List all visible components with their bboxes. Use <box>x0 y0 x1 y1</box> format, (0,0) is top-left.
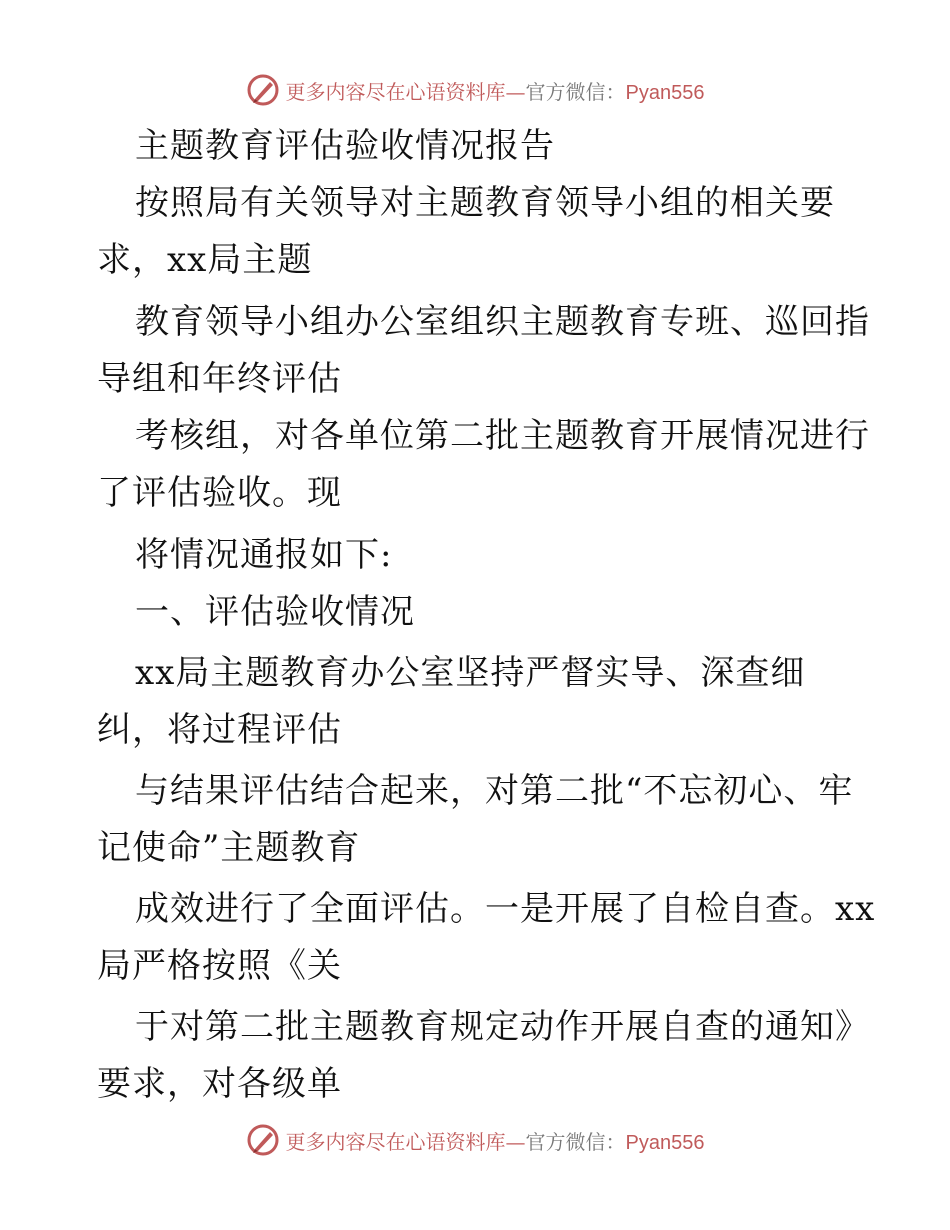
paragraph-line: 教育领导小组办公室组织主题教育专班、巡回指 <box>135 302 870 342</box>
paragraph-line: xx局主题教育办公室坚持严督实导、深查细 <box>135 653 806 693</box>
paragraph-line: 了评估验收。现 <box>97 473 342 513</box>
pen-circle-logo-icon <box>246 1123 280 1157</box>
banner-site-name: 更多内容尽在心语资料库 <box>285 1129 506 1154</box>
paragraph-line: 考核组，对各单位第二批主题教育开展情况进行 <box>135 416 870 456</box>
document-title: 主题教育评估验收情况报告 <box>135 126 555 166</box>
pen-circle-logo-icon <box>246 73 280 107</box>
paragraph-line: 纠，将过程评估 <box>97 710 342 750</box>
header-banner <box>0 70 950 110</box>
section-heading: 一、评估验收情况 <box>135 592 415 632</box>
paragraph-line: 求，xx局主题 <box>97 240 313 280</box>
paragraph-line: 与结果评估结合起来，对第二批“不忘初心、牢 <box>135 771 854 811</box>
paragraph-line: 成效进行了全面评估。一是开展了自检自查。xx <box>135 889 876 929</box>
banner-wechat-id: Pyan556 <box>625 81 705 104</box>
banner-site-name: 更多内容尽在心语资料库 <box>285 79 506 104</box>
banner-wechat-id: Pyan556 <box>625 1131 705 1154</box>
footer-banner <box>0 1120 950 1160</box>
banner-dash: — <box>505 1129 526 1154</box>
banner-dash: — <box>505 79 526 104</box>
banner-text <box>286 76 705 105</box>
paragraph-line: 局严格按照《关 <box>97 946 342 986</box>
paragraph-line: 要求，对各级单 <box>97 1064 342 1104</box>
paragraph-line: 将情况通报如下: <box>135 535 393 575</box>
banner-text <box>286 1126 705 1155</box>
banner-wechat-label: 官方微信： <box>525 79 626 104</box>
paragraph-line: 记使命”主题教育 <box>97 828 361 868</box>
paragraph-line: 导组和年终评估 <box>97 359 342 399</box>
paragraph-line: 按照局有关领导对主题教育领导小组的相关要 <box>135 183 835 223</box>
banner-wechat-label: 官方微信： <box>525 1129 626 1154</box>
paragraph-line: 于对第二批主题教育规定动作开展自查的通知》 <box>135 1007 870 1047</box>
